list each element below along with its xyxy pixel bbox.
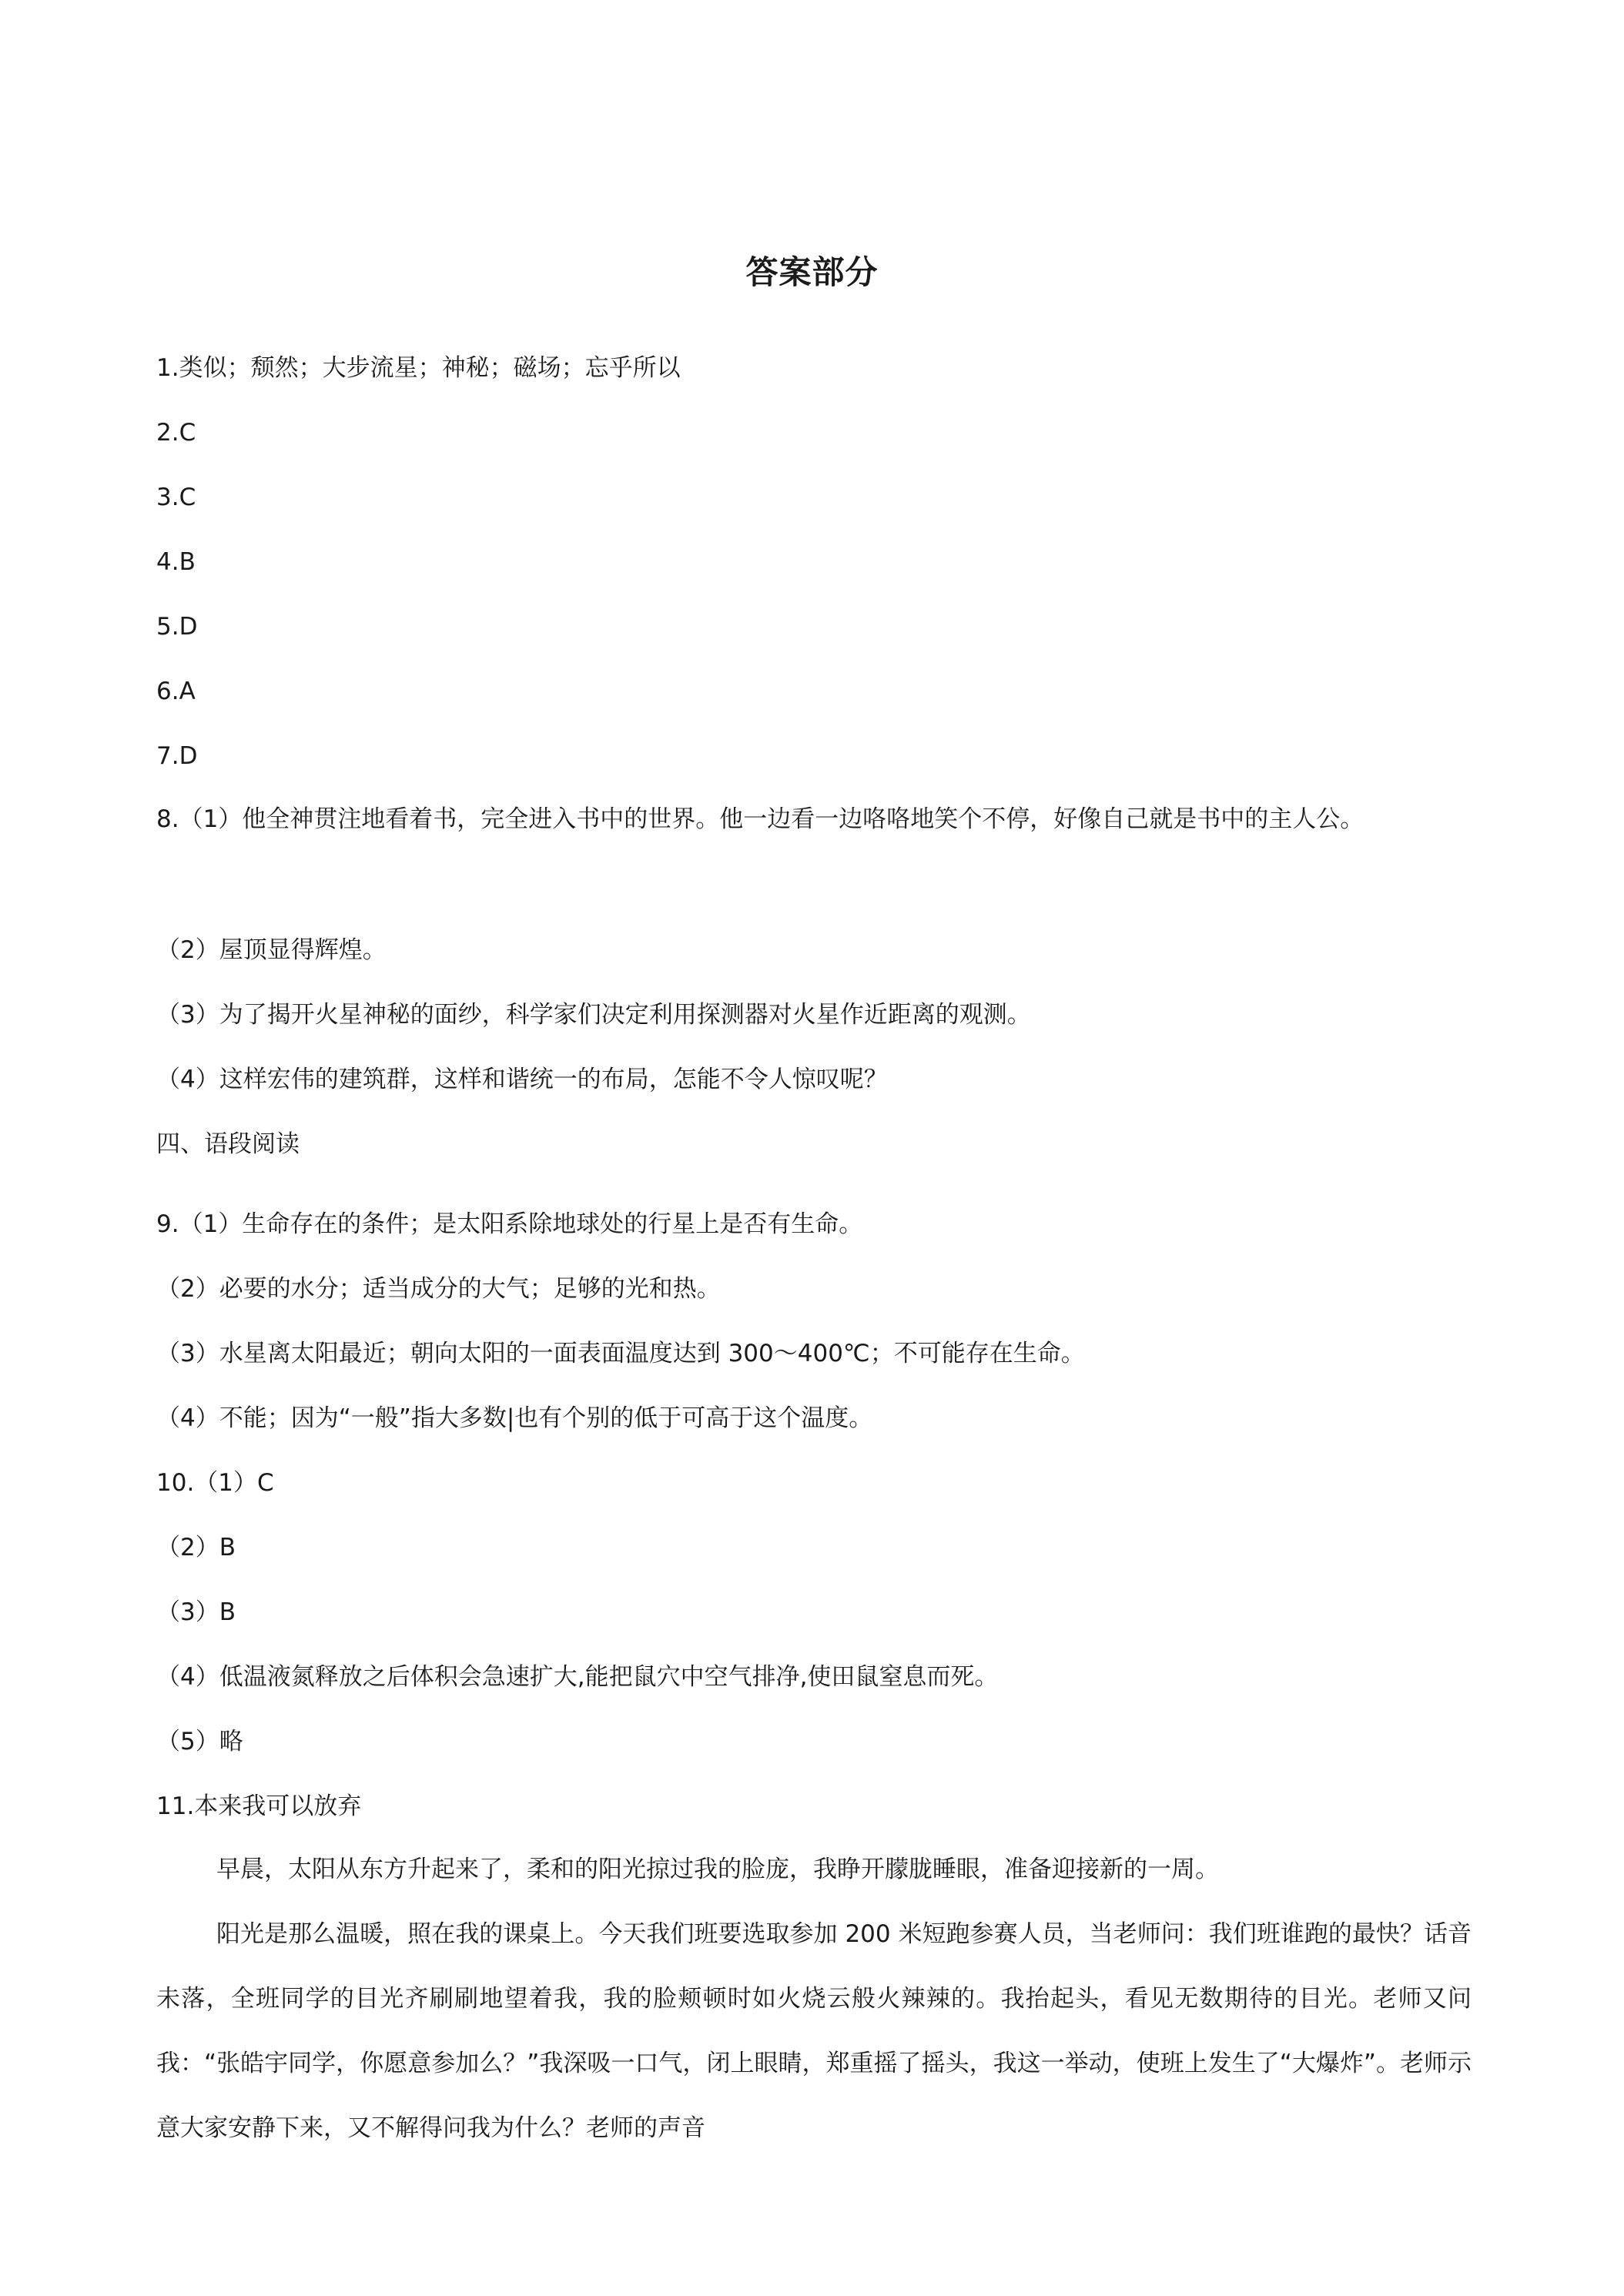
answer-9-part-3: （3）水星离太阳最近；朝向太阳的一面表面温度达到 300～400℃；不可能存在生命。: [156, 1340, 1085, 1367]
answer-8-part-2: （2）屋顶显得辉煌。: [156, 936, 387, 964]
answer-8-part-4: （4）这样宏伟的建筑群，这样和谐统一的布局，怎能不令人惊叹呢？: [156, 1066, 888, 1093]
answer-10-part-5: （5）略: [156, 1728, 243, 1755]
page-title: 答案部分: [745, 253, 879, 291]
answer-10-part-2: （2）B: [156, 1534, 236, 1561]
answer-7: 7.D: [156, 742, 198, 770]
answer-11-title: 11.本来我可以放弃: [156, 1792, 362, 1820]
answer-6: 6.A: [156, 678, 196, 705]
section-heading: 四、语段阅读: [156, 1130, 300, 1158]
answer-9-part-2: （2）必要的水分；适当成分的大气；足够的光和热。: [156, 1275, 721, 1303]
answer-3: 3.C: [156, 484, 196, 511]
essay-paragraph-2: 阳光是那么温暖，照在我的课桌上。今天我们班要选取参加 200 米短跑参赛人员，当老师问：我们班谁跑的最快？话音未落，全班同学的目光齐刷刷地望着我，我的脸颊顿时如火烧云般火辣辣的。我抬起头，看见无数期待的目光。老师又问我：“张皓宇同学，你愿意参加么？”我深吸一口气，闭上眼睛，郑重摇了摇头，我这一举动，使班上发生了“大爆炸”。老师示意大家安静下来，又不解得问我为什么？老师的声音: [156, 1920, 1472, 2142]
answer-10-part-4: （4）低温液氮释放之后体积会急速扩大,能把鼠穴中空气排净,使田鼠窒息而死。: [156, 1663, 999, 1691]
essay-paragraph-1: 早晨，太阳从东方升起来了，柔和的阳光掠过我的脸庞，我睁开朦胧睡眼，准备迎接新的一周。: [216, 1856, 1219, 1883]
answer-9-part-4: （4）不能；因为“一般”指大多数|也有个别的低于可高于这个温度。: [156, 1404, 873, 1432]
answer-4: 4.B: [156, 548, 196, 576]
answer-10-part-1: 10.（1）C: [156, 1469, 274, 1497]
answer-8-part-3: （3）为了揭开火星神秘的面纱，科学家们决定利用探测器对火星作近距离的观测。: [156, 1001, 1031, 1029]
answer-10-part-3: （3）B: [156, 1598, 236, 1626]
answer-2: 2.C: [156, 419, 196, 447]
answer-1: 1.类似；颓然；大步流星；神秘；磁场；忘乎所以: [156, 354, 681, 382]
answer-5: 5.D: [156, 613, 198, 641]
answer-8-part-1: 8.（1）他全神贯注地看着书，完全进入书中的世界。他一边看一边咯咯地笑个不停，好像自己就是书中的主人公。: [156, 805, 1364, 833]
answer-9-part-1: 9.（1）生命存在的条件；是太阳系除地球处的行星上是否有生命。: [156, 1210, 863, 1238]
